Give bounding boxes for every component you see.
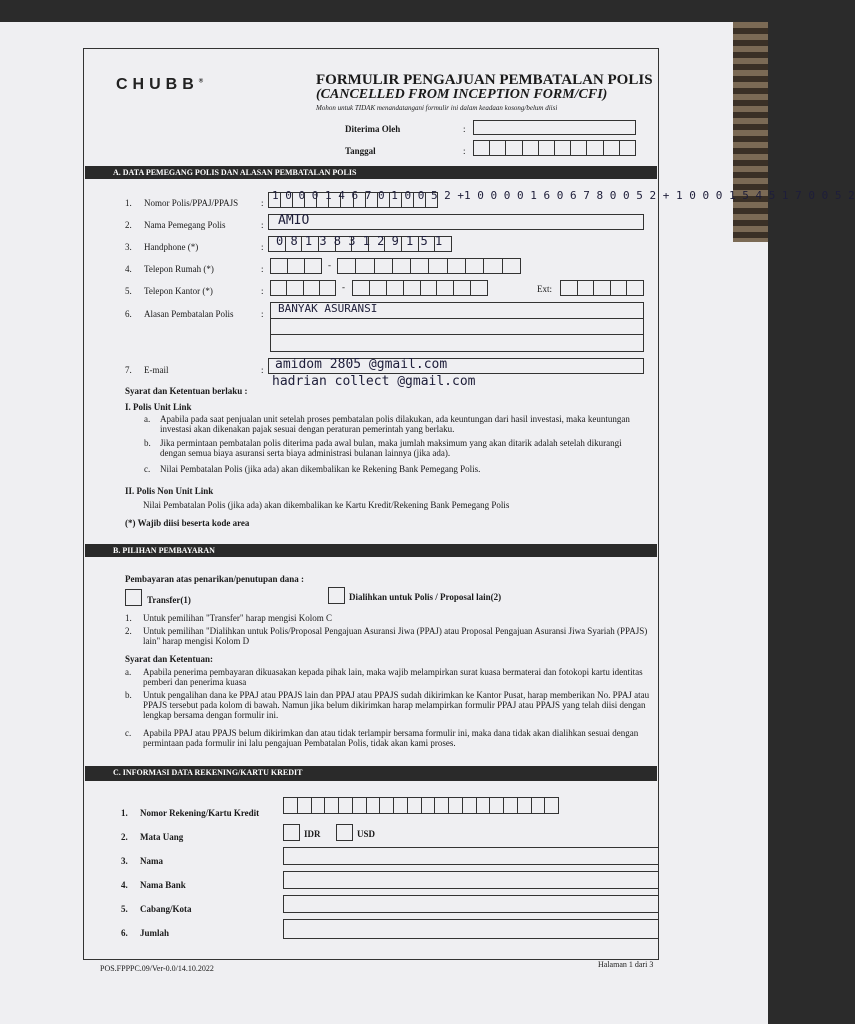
telepon-rumah-area[interactable] [270,258,322,274]
chubb-logo: CHUBB® [116,76,204,93]
list-marker: c. [144,464,151,474]
dash: - [342,282,345,292]
syarat-item: Apabila PPAJ atau PPAJS belum dikirimkan dan atau tidak terlampir bersama formulir ini, maka dana tidak akan dialihkan sesuai dengan permintaan pada formulir ini lalu pengajuan Pembatalan Polis, tidak akan kami proses. [143,728,639,748]
non-unit-title: II. Polis Non Unit Link [125,486,214,496]
dash: - [328,260,331,270]
field-number: 5. [121,904,128,914]
field-number: 6. [121,928,128,938]
diterima-field[interactable] [473,120,636,135]
ext-label: Ext: [537,284,552,294]
syarat-item: Untuk pengalihan dana ke PPAJ atau PPAJS lain dan PPAJ atau PPAJS sudah dikirimkan ke Kantor Pusat, harap memberikan No. PPAJ atau PPAJS tersebut pada kolom di bawah. Namun jika belum dikirimkan harap melampirkan formulir PPAJ atau PPAJS yang telah diisi dengan lengkap bersama dengan formulir ini. [143,690,650,720]
jumlah-label: Jumlah [140,928,170,938]
colon: : [261,264,264,274]
field-number: 3. [121,856,128,866]
unit-link-item: Jika permintaan pembatalan polis diterima pada awal bulan, maka jumlah maksimum yang akan ditarik adalah setelah dikurangi dengan semua biaya asuransi serta biaya administrasi bulanan lainnya (jika ada). [160,438,622,458]
handwritten-alasan: BANYAK ASURANSI [278,302,378,315]
tanggal-label: Tanggal [345,146,376,156]
colon: : [261,309,264,319]
form-title: FORMULIR PENGAJUAN PEMBATALAN POLIS [316,72,653,88]
field-number: 1. [121,808,128,818]
transfer-checkbox[interactable] [125,589,142,606]
email-label: E-mail [144,365,169,375]
divider [271,318,643,319]
handwritten-polis: 1 0 0 0 1 4 6 7 0 1 0 0 5 2 +1 0 0 0 0 1 6 0 6 7 8 0 0 5 2 + 1 0 0 0 1 5 4 5 1 7 0 0 5 2 [272,189,855,202]
wajib-note: (*) Wajib diisi beserta kode area [125,518,250,528]
handwritten-email-2: hadrian collect @gmail.com [272,374,476,389]
field-number: 3. [125,242,132,252]
usd-label: USD [357,829,376,839]
transfer-label: Transfer(1) [147,595,191,605]
pembayaran-note: Untuk pemilihan "Dialihkan untuk Polis/Proposal Pengajuan Asuransi Jiwa (PPAJ) atau Proposal Pengajuan Asuransi Jiwa Syariah (PPAJS) lain" harap mengisi Kolom D [143,626,648,646]
nama-label: Nama [140,856,163,866]
mata-uang-label: Mata Uang [140,832,184,842]
diterima-label: Diterima Oleh [345,124,401,134]
telepon-rumah-field[interactable] [337,258,521,274]
list-marker: 1. [125,613,132,623]
colon: : [261,365,264,375]
handwritten-email-1: amidom 2805 @gmail.com [275,357,448,372]
usd-checkbox[interactable] [336,824,353,841]
non-unit-text: Nilai Pembatalan Polis (jika ada) akan dikembalikan ke Kartu Kredit/Rekening Bank Pemegang Polis [143,500,510,510]
nama-pemegang-label: Nama Pemegang Polis [144,220,226,230]
unit-link-title: I. Polis Unit Link [125,402,192,412]
nama-bank-field[interactable] [283,871,659,889]
list-marker: a. [125,667,132,677]
nomor-rekening-field[interactable] [283,797,559,814]
pembayaran-note: Untuk pemilihan "Transfer" harap mengisi Kolom C [143,613,332,623]
nomor-rekening-label: Nomor Rekening/Kartu Kredit [140,808,260,818]
list-marker: 2. [125,626,132,636]
handwritten-nama: AMIO [278,213,310,228]
page-number: Halaman 1 dari 3 [598,960,654,969]
field-number: 1. [125,198,132,208]
pembayaran-label: Pembayaran atas penarikan/penutupan dana : [125,574,305,584]
telepon-kantor-label: Telepon Kantor (*) [144,286,213,296]
nama-bank-label: Nama Bank [140,880,186,890]
field-number: 4. [125,264,132,274]
colon: : [463,146,466,156]
handwritten-hp: 0 8 1 3 8 3 1 2 9 1 5 1 [276,234,443,248]
section-a-header: A. DATA PEMEGANG POLIS DAN ALASAN PEMBATALAN POLIS [85,166,657,179]
field-number: 6. [125,309,132,319]
field-number: 5. [125,286,132,296]
unit-link-item: Nilai Pembatalan Polis (jika ada) akan dikembalikan ke Rekening Bank Pemegang Polis. [160,464,481,474]
colon: : [261,286,264,296]
nama-pemegang-field[interactable] [268,214,644,230]
cabang-kota-field[interactable] [283,895,659,913]
jumlah-field[interactable] [283,919,659,939]
list-marker: a. [144,414,151,424]
tanggal-field[interactable] [473,140,636,156]
divider [271,334,643,335]
dialihkan-checkbox[interactable] [328,587,345,604]
list-marker: c. [125,728,132,738]
list-marker: b. [125,690,132,700]
colon: : [261,242,264,252]
telepon-kantor-area[interactable] [270,280,336,296]
idr-label: IDR [304,829,321,839]
colon: : [261,198,264,208]
ext-field[interactable] [560,280,644,296]
handphone-label: Handphone (*) [144,242,199,252]
colon: : [463,124,466,134]
field-number: 7. [125,365,132,375]
idr-checkbox[interactable] [283,824,300,841]
telepon-rumah-label: Telepon Rumah (*) [144,264,214,274]
telepon-kantor-field[interactable] [352,280,488,296]
list-marker: b. [144,438,151,448]
syarat-b-title: Syarat dan Ketentuan: [125,654,214,664]
section-c-header: C. INFORMASI DATA REKENING/KARTU KREDIT [85,766,657,781]
alasan-label: Alasan Pembatalan Polis [144,309,234,319]
form-subtitle: (CANCELLED FROM INCEPTION FORM/CFI) [316,87,608,102]
field-number: 2. [121,832,128,842]
form-code: POS.FPPPC.09/Ver-0.0/14.10.2022 [100,964,214,973]
syarat-title: Syarat dan Ketentuan berlaku : [125,386,248,396]
syarat-item: Apabila penerima pembayaran dikuasakan kepada pihak lain, maka wajib melampirkan surat kuasa bermaterai dan fotokopi kartu identitas pemberi dan penerima kuasa [143,667,643,687]
background-binder [733,22,768,242]
dialihkan-label: Dialihkan untuk Polis / Proposal lain(2) [349,592,502,602]
section-b-header: B. PILIHAN PEMBAYARAN [85,544,657,557]
unit-link-item: Apabila pada saat penjualan unit setelah proses pembatalan polis dilakukan, ada keuntungan dari hasil investasi, maka keuntungan investasi akan dikenakan pajak sesuai dengan peraturan pemerintah yang berlaku. [160,414,630,434]
nama-field[interactable] [283,847,659,865]
nomor-polis-label: Nomor Polis/PPAJ/PPAJS [144,198,239,208]
field-number: 4. [121,880,128,890]
cabang-kota-label: Cabang/Kota [140,904,192,914]
field-number: 2. [125,220,132,230]
form-note: Mohon untuk TIDAK menandatangani formulir ini dalam keadaan kosong/belum diisi [316,104,558,112]
colon: : [261,220,264,230]
